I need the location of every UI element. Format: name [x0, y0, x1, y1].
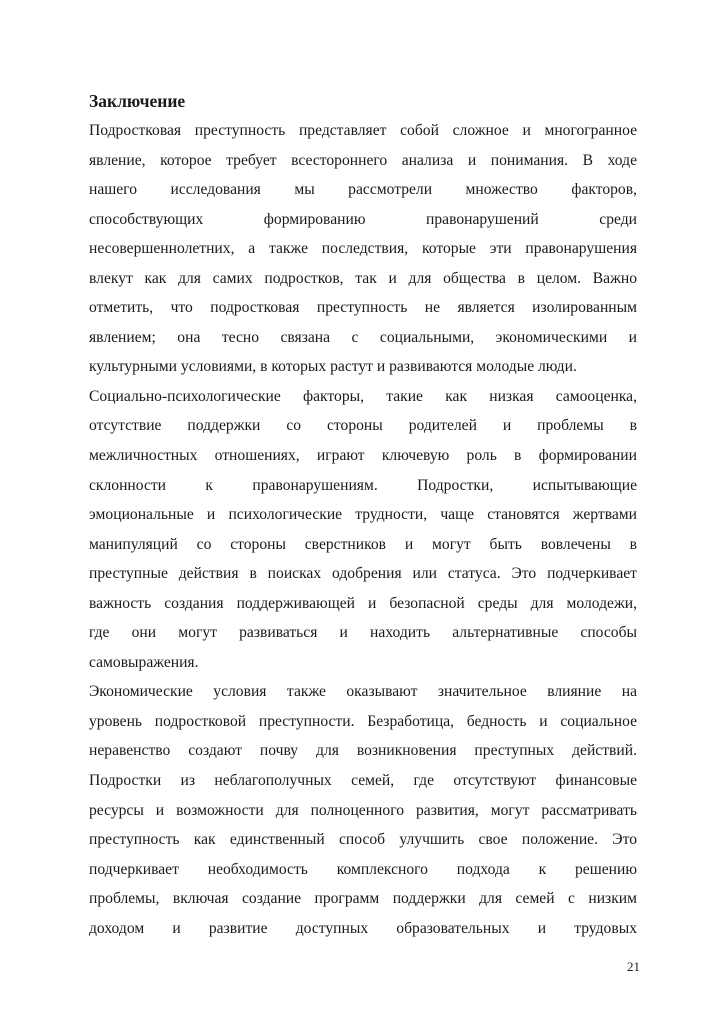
text-line: отметить, что подростковая преступность не является изолированным: [89, 299, 637, 317]
text-line: преступность как единственный способ улучшить свое положение. Это: [89, 831, 637, 849]
text-line: ресурсы и возможности для полноценного развития, могут рассматривать: [89, 801, 637, 819]
text-line: доходом и развитие доступных образовательных и трудовых: [89, 919, 637, 937]
text-line: культурными условиями, в которых растут и развиваются молодые люди.: [89, 358, 577, 376]
text-line: проблемы, включая создание программ поддержки для семей с низким: [89, 890, 637, 908]
text-line: Подростковая преступность представляет собой сложное и многогранное: [89, 122, 637, 139]
paragraph: [89, 382, 637, 677]
section-heading: Заключение: [89, 91, 186, 111]
text-line: несовершеннолетних, а также последствия, которые эти правонарушения: [89, 240, 637, 258]
text-line: эмоциональные и психологические трудности, чаще становятся жертвами: [89, 506, 637, 524]
text-line: межличностных отношениях, играют ключевую роль в формировании: [89, 447, 637, 465]
text-line: уровень подростковой преступности. Безработица, бедность и социальное: [89, 712, 637, 730]
text-line: способствующих формированию правонарушений среди: [89, 210, 637, 228]
text-line: где они могут развиваться и находить альтернативные способы: [89, 624, 637, 642]
text-line: неравенство создают почву для возникновения преступных действий.: [89, 742, 637, 760]
text-line: явление, которое требует всестороннего анализа и понимания. В ходе: [89, 151, 637, 169]
text-line: Социально-психологические факторы, такие как низкая самооценка,: [89, 387, 637, 405]
text-line: преступные действия в поисках одобрения или статуса. Это подчеркивает: [89, 565, 637, 583]
text-line: самовыражения.: [89, 653, 199, 671]
text-line: подчеркивает необходимость комплексного подхода к решению: [89, 860, 637, 878]
text-line: склонности к правонарушениям. Подростки, испытывающие: [89, 476, 637, 494]
body-text: [89, 116, 637, 943]
text-line: манипуляций со стороны сверстников и могут быть вовлечены в: [89, 535, 637, 553]
paragraph: [89, 677, 637, 943]
text-line: Подростки из неблагополучных семей, где отсутствуют финансовые: [89, 772, 637, 790]
text-line: важность создания поддерживающей и безопасной среды для молодежи,: [89, 594, 637, 612]
text-line: явлением; она тесно связана с социальными, экономическими и: [89, 328, 637, 346]
page-content: [89, 88, 637, 943]
text-line: нашего исследования мы рассмотрели множество факторов,: [89, 181, 637, 199]
text-line: Экономические условия также оказывают значительное влияние на: [89, 683, 637, 701]
paragraph: [89, 116, 637, 382]
text-line: отсутствие поддержки со стороны родителей и проблемы в: [89, 417, 637, 435]
page-number: 21: [627, 959, 640, 974]
text-line: влекут как для самих подростков, так и для общества в целом. Важно: [89, 269, 637, 287]
